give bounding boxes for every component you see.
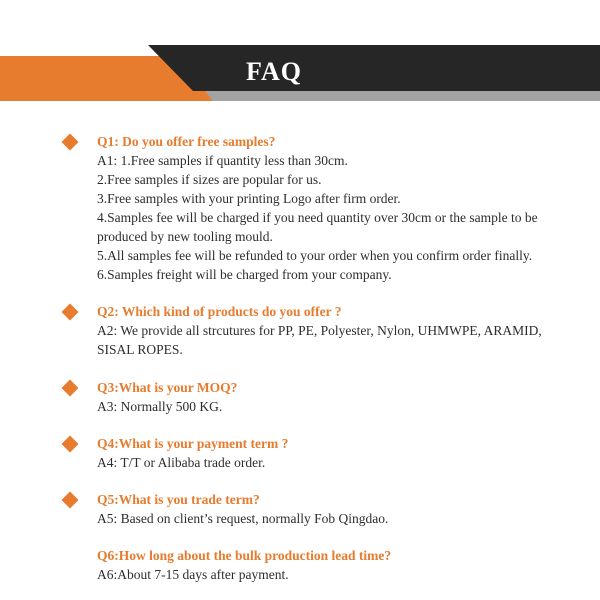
faq-answer-line: 2.Free samples if sizes are popular for us. [97, 172, 322, 187]
faq-answer-line: A5: Based on client’s request, normally Fob Qingdao. [97, 511, 389, 526]
faq-answer-line: A1: 1.Free samples if quantity less than 30cm. [97, 153, 348, 168]
faq-answer-line: A2: We provide all strcutures for PP, PE, Polyester, Nylon, UHMWPE, ARAMID, SISAL ROPES. [97, 323, 542, 357]
faq-item [0, 546, 600, 584]
faq-question: Q5:What is you trade term? [97, 492, 260, 507]
banner-dark-band [148, 45, 600, 91]
faq-question: Q1: Do you offer free samples? [97, 134, 276, 149]
faq-item [0, 132, 600, 284]
diamond-bullet-icon [62, 436, 79, 453]
faq-question: Q2: Which kind of products do you offer ? [97, 304, 342, 319]
faq-question: Q6:How long about the bulk production lead time? [97, 548, 392, 563]
faq-item [0, 490, 600, 528]
faq-item [0, 378, 600, 416]
banner-graphic [0, 0, 600, 110]
diamond-bullet-icon [62, 304, 79, 321]
diamond-bullet-icon [62, 492, 79, 509]
faq-question: Q3:What is your MOQ? [97, 380, 238, 395]
faq-item [0, 434, 600, 472]
faq-answer-line: 6.Samples freight will be charged from your company. [97, 267, 392, 282]
faq-answer-line: A6:About 7-15 days after payment. [97, 567, 289, 582]
faq-question: Q4:What is your payment term ? [97, 436, 289, 451]
faq-answer-line: 3.Free samples with your printing Logo after firm order. [97, 191, 401, 206]
faq-answer-line: 4.Samples fee will be charged if you need quantity over 30cm or the sample to be produced by new tooling mould. [97, 210, 538, 244]
diamond-bullet-icon [62, 380, 79, 397]
faq-item [0, 302, 600, 359]
faq-answer-line: 5.All samples fee will be refunded to your order when you confirm order finally. [97, 248, 533, 263]
diamond-bullet-icon [62, 134, 79, 151]
faq-banner [0, 0, 600, 110]
page-title: FAQ [246, 57, 302, 86]
faq-answer-line: A3: Normally 500 KG. [97, 399, 223, 414]
faq-answer-line: A4: T/T or Alibaba trade order. [97, 455, 266, 470]
faq-list [0, 132, 600, 584]
